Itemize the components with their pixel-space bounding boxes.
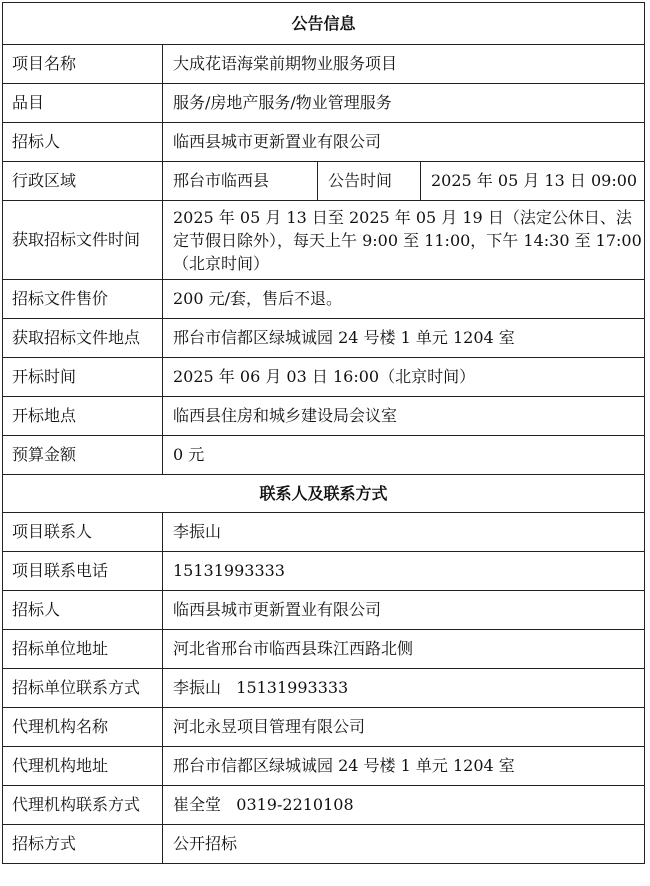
table-row bbox=[3, 319, 645, 358]
row-value: 邢台市临西县 bbox=[163, 162, 318, 201]
row-value: 邢台市信都区绿城诚园 24 号楼 1 单元 1204 室 bbox=[163, 319, 645, 358]
row-label: 获取招标文件时间 bbox=[3, 201, 163, 280]
row-value: 公开招标 bbox=[163, 825, 645, 864]
table-row bbox=[3, 45, 645, 84]
table-row bbox=[3, 162, 645, 201]
row-label: 招标人 bbox=[3, 123, 163, 162]
row-value: 15131993333 bbox=[163, 552, 645, 591]
row-label: 开标地点 bbox=[3, 397, 163, 436]
table-row bbox=[3, 708, 645, 747]
table-row bbox=[3, 201, 645, 280]
row-label: 招标单位地址 bbox=[3, 630, 163, 669]
row-label: 代理机构联系方式 bbox=[3, 786, 163, 825]
row-value: 河北省邢台市临西县珠江西路北侧 bbox=[163, 630, 645, 669]
row-value: 河北永昱项目管理有限公司 bbox=[163, 708, 645, 747]
table-row bbox=[3, 669, 645, 708]
row-value: 200 元/套，售后不退。 bbox=[163, 280, 645, 319]
row-sub-label: 公告时间 bbox=[318, 162, 421, 201]
row-label: 代理机构名称 bbox=[3, 708, 163, 747]
row-value: 2025 年 06 月 03 日 16:00（北京时间） bbox=[163, 358, 645, 397]
contacts-header: 联系人及联系方式 bbox=[3, 475, 645, 513]
row-label: 代理机构地址 bbox=[3, 747, 163, 786]
row-label: 项目联系电话 bbox=[3, 552, 163, 591]
row-label: 品目 bbox=[3, 84, 163, 123]
table-row bbox=[3, 786, 645, 825]
row-value: 崔全堂 0319-2210108 bbox=[163, 786, 645, 825]
section-header-row bbox=[3, 475, 645, 513]
row-value: 邢台市信都区绿城诚园 24 号楼 1 单元 1204 室 bbox=[163, 747, 645, 786]
row-value: 0 元 bbox=[163, 436, 645, 475]
tender-info-table bbox=[2, 2, 645, 864]
row-value: 服务/房地产服务/物业管理服务 bbox=[163, 84, 645, 123]
row-label: 招标方式 bbox=[3, 825, 163, 864]
table-row bbox=[3, 280, 645, 319]
table-row bbox=[3, 84, 645, 123]
row-label: 获取招标文件地点 bbox=[3, 319, 163, 358]
table-row bbox=[3, 552, 645, 591]
row-sub-value: 2025 年 05 月 13 日 09:00 bbox=[421, 162, 645, 201]
row-label: 开标时间 bbox=[3, 358, 163, 397]
table-row bbox=[3, 747, 645, 786]
table-row bbox=[3, 358, 645, 397]
row-value: 2025 年 05 月 13 日至 2025 年 05 月 19 日（法定公休日、法定节假日除外），每天上午 9:00 至 11:00，下午 14:30 至 17:00（北京时间） bbox=[163, 201, 645, 280]
row-label: 行政区域 bbox=[3, 162, 163, 201]
table-row bbox=[3, 123, 645, 162]
table-row bbox=[3, 436, 645, 475]
row-label: 预算金额 bbox=[3, 436, 163, 475]
row-value: 临西县住房和城乡建设局会议室 bbox=[163, 397, 645, 436]
section-header-row bbox=[3, 3, 645, 45]
row-value: 李振山 15131993333 bbox=[163, 669, 645, 708]
table-row bbox=[3, 825, 645, 864]
row-value: 李振山 bbox=[163, 513, 645, 552]
table-row bbox=[3, 397, 645, 436]
row-value: 临西县城市更新置业有限公司 bbox=[163, 591, 645, 630]
row-label: 招标文件售价 bbox=[3, 280, 163, 319]
row-label: 项目名称 bbox=[3, 45, 163, 84]
table-row bbox=[3, 630, 645, 669]
row-label: 项目联系人 bbox=[3, 513, 163, 552]
table-row bbox=[3, 591, 645, 630]
row-value: 临西县城市更新置业有限公司 bbox=[163, 123, 645, 162]
row-label: 招标单位联系方式 bbox=[3, 669, 163, 708]
row-label: 招标人 bbox=[3, 591, 163, 630]
table-row bbox=[3, 513, 645, 552]
announcement-header: 公告信息 bbox=[3, 3, 645, 45]
row-value: 大成花语海棠前期物业服务项目 bbox=[163, 45, 645, 84]
